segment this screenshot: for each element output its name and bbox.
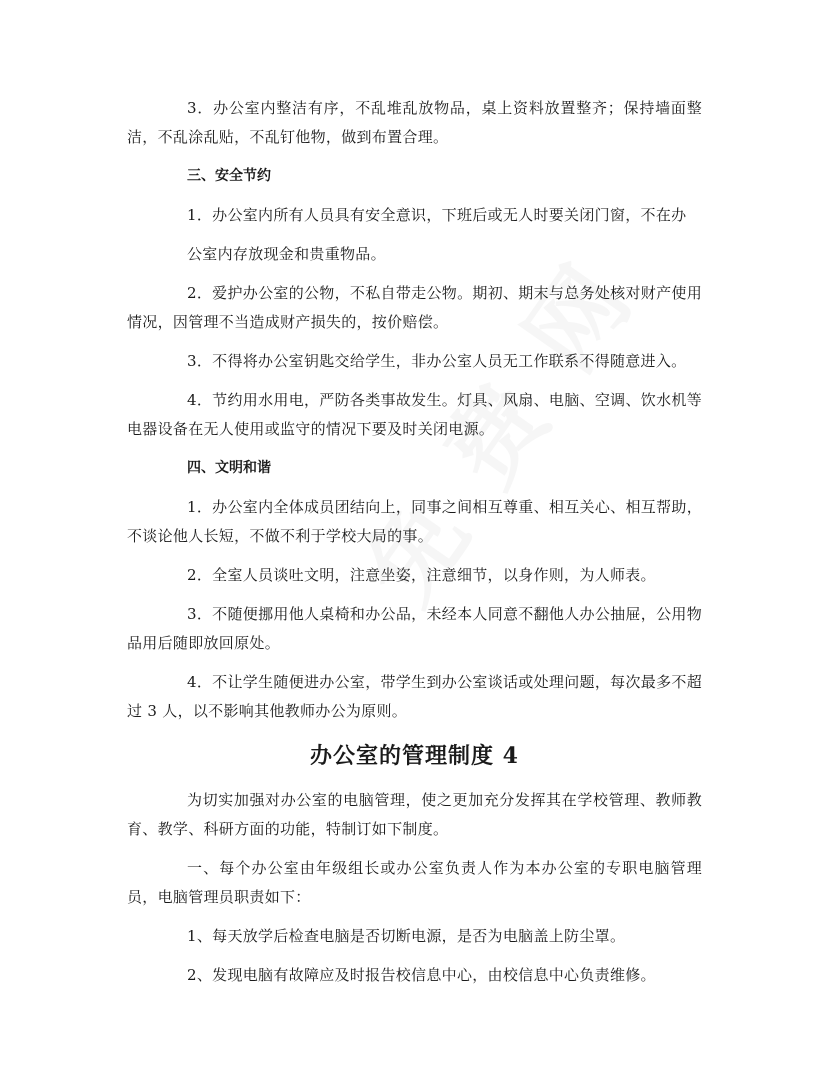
paragraph-harmony-3: 3．不随便挪用他人桌椅和办公品，未经本人同意不翻他人办公抽屉，公用物品用后随即放回原处。 [127,605,702,652]
heading-safety: 三、安全节约 [187,168,271,184]
paragraph-safety-4: 4．节约用水用电，严防各类事故发生。灯具、风扇、电脑、空调、饮水机等电器设备在无人使用或监守的情况下要及时关闭电源。 [127,391,702,438]
section-title: 办公室的管理制度 4 [310,743,519,769]
paragraph-section4-2: 1、每天放学后检查电脑是否切断电源，是否为电脑盖上防尘罩。 [187,927,626,945]
paragraph-harmony-2: 2．全室人员谈吐文明，注意坐姿，注意细节，以身作则，为人师表。 [187,566,656,584]
paragraph-section4-3: 2、发现电脑有故障应及时报告校信息中心，由校信息中心负责维修。 [187,966,656,984]
heading-harmony: 四、文明和谐 [187,460,271,476]
paragraph-section4-1: 一、每个办公室由年级组长或办公室负责人作为本办公室的专职电脑管理员，电脑管理员职责如下： [127,859,702,906]
paragraph-safety-2: 2．爱护办公室的公物，不私自带走公物。期初、期末与总务处核对财产使用情况，因管理不当造成财产损失的，按价赔偿。 [127,284,702,331]
paragraph-safety-1-cont: 公室内存放现金和贵重物品。 [187,245,386,263]
paragraph-safety-3: 3．不得将办公室钥匙交给学生，非办公室人员无工作联系不得随意进入。 [187,352,687,370]
paragraph-section4-intro: 为切实加强对办公室的电脑管理，使之更加充分发挥其在学校管理、教师教育、教学、科研方面的功能，特制订如下制度。 [127,791,702,838]
paragraph-order-3: 3．办公室内整洁有序，不乱堆乱放物品，桌上资料放置整齐；保持墙面整洁，不乱涂乱贴，不乱钉他物，做到布置合理。 [127,99,702,146]
document-body [127,94,702,1000]
paragraph-harmony-1: 1．办公室内全体成员团结向上，同事之间相互尊重、相互关心、相互帮助，不谈论他人长短，不做不利于学校大局的事。 [127,498,702,545]
paragraph-harmony-4: 4．不让学生随便进办公室，带学生到办公室谈话或处理问题，每次最多不超过 3 人，以不影响其他教师办公为原则。 [127,673,702,720]
paragraph-safety-1: 1．办公室内所有人员具有安全意识，下班后或无人时要关闭门窗，不在办 [187,206,687,224]
